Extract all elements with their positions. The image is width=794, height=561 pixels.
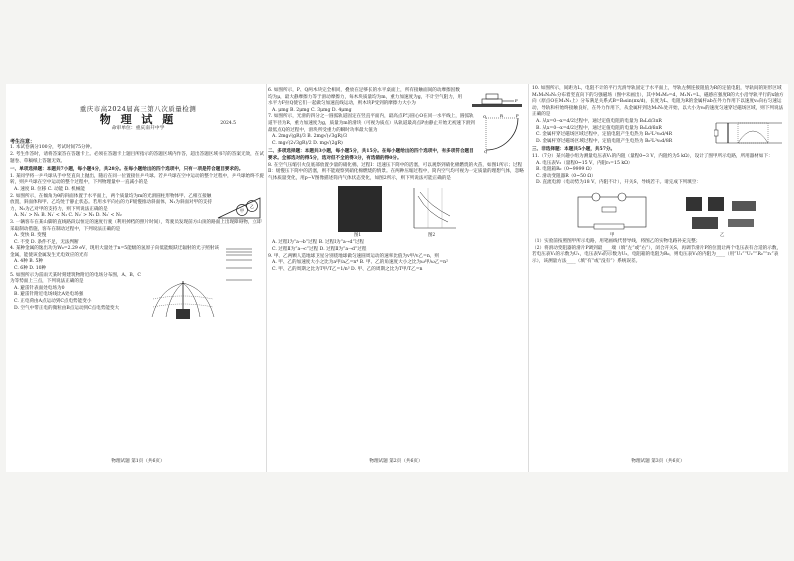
question-options: D. 直流电源（电动势为18 V，内阻不计），开关S，导线若干。请完成下列填空： [536, 180, 701, 186]
figure-caption: 乙 [720, 232, 725, 238]
incline-cylinders-figure [216, 194, 262, 220]
figure-caption: 图1 [354, 233, 362, 239]
rail-magnetic-field-figure [714, 119, 784, 147]
page-2-column [268, 84, 524, 472]
figure-label-jia: 甲 [240, 207, 244, 213]
question-options: A. 过程Ⅰ为“a→b”过程 B. 过程Ⅰ为“a→d”过程 [272, 240, 365, 246]
question-options: A. 电压表V₂（量程0~15 V，内阻r₂=15 kΩ） [536, 160, 633, 166]
figure-label-F: F [515, 98, 518, 103]
question-text: 1. 某同学将一乒乓球从手中竖直向上抛出，随后在同一位置接住乒乓球。若乒乓球在空中运动的整个过程中，乒乓球始终不旋转，则乒乓球在空中运动的整个过程中，下列物理量中一直减小的是 [10, 173, 264, 186]
question-options: C. 金属杆穿过磁场区域过程中，定值电阻产生电热为 B₀²L²v₀d/4R [536, 132, 673, 138]
exam-subtitle: 命审单位：重庆南开中学 [111, 126, 165, 132]
question-options: B. 从x=0→x=d/2过程中，通过定值电阻的电量为 B₀Ld/6πR [536, 125, 662, 131]
question-options: C. 过程Ⅱ为“a→c”过程 D. 过程Ⅱ为“a→d”过程 [272, 246, 367, 252]
question-options: A. 4种 B. 5种 [14, 259, 44, 265]
question-options: A. 从x=0→x=d/2过程中，通过定值电阻的电量为 B₀Ld/3πR [536, 118, 662, 124]
question-options: C. 滑动变阻器R（0~50 Ω） [536, 173, 596, 179]
section-heading: 三、非选择题：本题共5小题，共57分。 [532, 147, 616, 153]
question-text: 4. 某种金属的逸出功为W₀=2.29 eV，现用大量处于n=5能级的氢原子向低能级跃迁辐射的光子照射该金属，能使该金属发生光电效应的光有 [10, 246, 220, 258]
page-footer: 物理试题 第2页（共6页） [369, 459, 423, 465]
question-options: A. 变快 B. 变慢 [14, 233, 47, 239]
q11-circuit-figures [532, 189, 784, 239]
figure-label-yi: 乙 [250, 203, 254, 209]
question-options: A. 2mg√(gR)/3 B. 2mg√(√3gR)/3 [272, 134, 348, 140]
page-1-column [10, 84, 266, 472]
notice-item: 1. 本试卷满分100分，考试时间75分钟。 [10, 145, 95, 151]
q8-figures [268, 184, 524, 240]
question-options: B. 电阻箱R₀（0~9999 Ω） [536, 167, 595, 173]
question-text: （1）实验前按照图甲所示电路，用笔画线代替导线，将图乙的实物电路补充完整； [532, 238, 701, 244]
section-heading: 一、单项选择题：本题共7小题，每小题4分，共28分。在每小题给出的四个选项中，只有一项是符合题目要求的。 [10, 167, 244, 173]
question-options: C. 甲、乙的周期之比为T甲/T乙=1/n³ D. 甲、乙的周期之比为T甲/T乙=n [272, 266, 423, 272]
figure-caption: 图2 [428, 233, 436, 239]
exam-date: 2024.5 [220, 120, 236, 126]
question-text: 6. 如图所示，P、Q两木块完全相同，叠放在足够长的水平桌面上，所有接触面间的动摩擦因数均为μ，最大静摩擦力等于滑动摩擦力，每木块质量均为m，重力加速度为g，不计空气阻力，用水平力F拉Q使它们一起做匀加速直线运动，则木块P受到的摩擦力大小为 [268, 88, 463, 107]
question-text: 9. 甲、乙两颗人造地球卫星分别绕地球做匀速圆周运动的速率比值为v甲/v乙=n，则 [268, 253, 439, 259]
figure-label-Q: Q [484, 149, 488, 155]
question-text: 11.（7分）某兴趣小组为测量电压表V₁的内阻（量程0~3 V，内阻约为5 kΩ），设计了图甲所示电路，所用器材如下： [532, 153, 773, 159]
question-text: 3. 一辆客车在某山脚的直线路段以恒定的速度行驶（利用掉档的照片时间），驾驶员发现前方山顶的路面上出现障碍物，立即采取制动措施，客车在制动过程中，下列说法正确的是 [10, 219, 262, 232]
question-text: 7. 如图所示，光滑的四分之一圆弧轨道固定在竖直平面内，最高点P与圆心O在同一水平线上，圆弧轨道半径为R，重力加速度为g，质量为m的滑块（可视为质点）从轨道最高点P由静止开始无初速下滑到最低点Q的过程中，滑块所受重力的瞬时功率最大值为 [268, 114, 475, 133]
notice-heading: 考生注意： [10, 138, 36, 145]
page-footer: 物理试题 第1页（共6页） [111, 459, 165, 465]
exam-sheet [6, 84, 788, 472]
question-options: C. 不变 D. 条件不足，无法判断 [14, 239, 79, 245]
question-options: C. 6种 D. 10种 [14, 266, 47, 272]
lightning-rod-field-figure [148, 273, 218, 319]
column-divider [266, 84, 267, 472]
figure-label-R: R [500, 114, 504, 119]
question-options: A. 甲、乙的加速度大小之比为a甲/a乙=n⁴ B. 甲、乙的角速度大小之比为ω甲/ω乙=n² [272, 260, 448, 266]
question-options: A. μmg B. 2μmg C. 3μmg D. 4μmg [272, 107, 352, 113]
question-options: A. N₁′ > N₁ B. N₁′ < N₁ C. N₂′ > N₂ D. N₂′ < N₂ [14, 213, 122, 219]
quarter-arc-figure [482, 114, 522, 154]
question-options: D. 金属杆穿过磁场区域过程中，定值电阻产生电热为 B₀²L²v₀d/8R [536, 138, 673, 144]
stacked-blocks-figure [468, 88, 524, 110]
pv-graph-figure [408, 186, 458, 232]
section-heading: 二、多项选择题：本题共3小题，每小题5分，共15分。在每小题给出的四个选项中，有多项符合题目要求。全部选对的得5分，选对但不全的得3分，有选错的得0分。 [268, 149, 474, 161]
energy-level-diagram [224, 246, 262, 282]
exam-title-text: 物 理 试 题 [99, 112, 177, 126]
fire-piston-photo [338, 186, 382, 232]
question-text: 2. 如图所示，在倾角为θ的斜面体置于水平面上，两个质量均为m的光滑圆柱形物体甲、乙相互接触放置，斜面体和甲、乙均处于静止状态。若用水平向右的力F缓慢推动斜面体，N₁为斜面对甲的支持力，N₂为乙对甲的支持力，则下列说法正确的是 [10, 193, 212, 212]
figure-label-O: O [483, 114, 487, 120]
question-options: C. 正电荷由A点运动到C点电势能变小 [14, 299, 92, 305]
exam-title [10, 112, 266, 126]
question-text: 10. 如图所示，间距为L，电阻不计的平行光滑导轨固定于水平面上，导轨左侧连接阻值为R的定值电阻，导轨间的矩形区域M₁M₂N₂N₁分布着竖直向下的匀强磁场（图中未画出），其中M₁M₂=d，M₁N₁=L，磁感应强度B的大小沿导轨平行的x轴方向（原点O在M₁N₁上）分布满足关系式B=B₀sin(πx/d)，长度为L、电阻为R的金属杆ab在外力作用下以速度v₀向右匀速运动，导轨和杆始终接触良好，在外力作用下，从金属杆到达M₁N₁处开始，以大小为v₀的速度匀速穿过磁场区域，则下列说法正确的是 [532, 86, 784, 118]
question-options: A. 避雷针表面处电场为0 [14, 285, 65, 291]
column-divider [528, 84, 529, 472]
question-text: （2）将滑动变阻器的滑片P调到最____端（填“左”或“右”），闭合开关S，再调节滑片P的位置让两个电压表有合适的示数，若电压表V₁的示数为U₁，电压表V₂的示数为U₂，电阻箱的电阻为R₀，则电压表V₁的内阻为____（用“U₁”“U₂”“R₀”“r₂”表示），该测量方法____（填“有”或“没有”）系统误差。 [532, 245, 782, 264]
figure-label-P: P [516, 114, 519, 119]
question-options: A. 速度 B. 位移 C. 动能 D. 机械能 [14, 186, 85, 192]
page-footer: 物理试题 第3页（共6页） [631, 459, 685, 465]
exam-header-city: 重庆市高2024届高三第八次质量检测 [79, 105, 197, 113]
question-options: B. 避雷针附近电场线比A处电场强 [14, 292, 84, 298]
figure-caption: 甲 [610, 232, 615, 238]
question-options: D. 空气中带正电的微粒由B点运动到C点电势能变大 [14, 305, 120, 311]
question-text: 5. 如图所示为雷雨天某时刻建筑物附近的电场分布图，A、B、C为等势面上三点，下列说法正确的是 [10, 272, 141, 285]
question-options: C. mg√(2√3gR)/2 D. mg√(2gR) [272, 140, 343, 146]
page-3-column [532, 84, 784, 472]
circuit-diagram-jia [572, 191, 652, 233]
question-text: 8. 在空气压缩引火仪底部放置少量的硝化棉，过程Ⅰ：迅速压下筒中的活塞，可以观察到硝化棉燃烧的火苗，如图1所示；过程Ⅱ：缓慢压下筒中的活塞，则不能观察到硝化棉燃烧的情景。在两种压缩过程中，筒内空气均可视为一定质量的理想气体，忽略气体质量变化，用p−V图像描述筒内气体状态变化，如图2所示，则下列说法可能正确的是 [268, 162, 524, 181]
physical-circuit-yi [682, 191, 762, 233]
notice-item: 2. 考生作答时，请将答案答在答题卡上。必须在答题卡上题目所指示的答题区域内作答，超出答题区域书写的答案无效，在试题卷、草稿纸上答题无效。 [10, 151, 264, 164]
